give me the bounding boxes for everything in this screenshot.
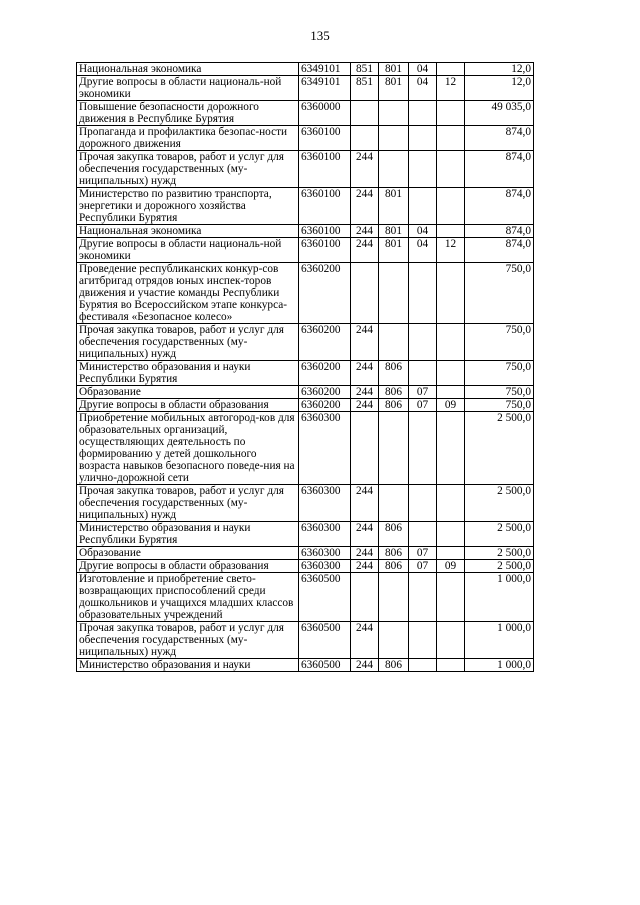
row-name: Другие вопросы в области националь-ной экономики <box>77 76 299 101</box>
row-admin-code: 801 <box>379 63 409 76</box>
row-subsection <box>437 485 465 522</box>
row-subsection: 12 <box>437 76 465 101</box>
row-section <box>409 188 437 225</box>
row-name: Проведение республиканских конкур-сов агитбригад отрядов юных инспек-торов движения и участие команды Республики Бурятия во Всероссийском этапе конкурса-фестиваля «Безопасное колесо» <box>77 263 299 324</box>
table-row <box>77 76 534 101</box>
table-row <box>77 63 534 76</box>
row-amount: 750,0 <box>465 386 534 399</box>
row-name: Министерство образования и науки <box>77 659 299 672</box>
row-amount: 2 500,0 <box>465 412 534 485</box>
row-expense-type: 244 <box>351 659 379 672</box>
row-amount: 874,0 <box>465 188 534 225</box>
row-target-code: 6349101 <box>299 63 351 76</box>
row-admin-code <box>379 126 409 151</box>
row-amount: 2 500,0 <box>465 560 534 573</box>
table-row <box>77 324 534 361</box>
row-subsection <box>437 386 465 399</box>
table-row <box>77 225 534 238</box>
row-section: 04 <box>409 76 437 101</box>
row-name: Повышение безопасности дорожного движения в Республике Бурятия <box>77 101 299 126</box>
row-target-code: 6360200 <box>299 263 351 324</box>
row-amount: 874,0 <box>465 225 534 238</box>
row-section: 04 <box>409 225 437 238</box>
row-expense-type: 244 <box>351 560 379 573</box>
row-expense-type: 244 <box>351 225 379 238</box>
row-name: Образование <box>77 547 299 560</box>
row-target-code: 6349101 <box>299 76 351 101</box>
row-admin-code: 801 <box>379 76 409 101</box>
row-admin-code <box>379 101 409 126</box>
row-amount: 12,0 <box>465 63 534 76</box>
row-admin-code: 806 <box>379 361 409 386</box>
row-expense-type: 244 <box>351 188 379 225</box>
table-row <box>77 126 534 151</box>
row-amount: 12,0 <box>465 76 534 101</box>
row-amount: 2 500,0 <box>465 485 534 522</box>
table-row <box>77 399 534 412</box>
table-row <box>77 361 534 386</box>
row-name: Другие вопросы в области образования <box>77 560 299 573</box>
row-subsection <box>437 188 465 225</box>
row-name: Министерство образования и науки Республики Бурятия <box>77 361 299 386</box>
row-amount: 1 000,0 <box>465 573 534 622</box>
row-target-code: 6360100 <box>299 225 351 238</box>
row-admin-code <box>379 263 409 324</box>
row-admin-code <box>379 412 409 485</box>
row-section: 07 <box>409 547 437 560</box>
row-expense-type: 244 <box>351 238 379 263</box>
row-name: Национальная экономика <box>77 225 299 238</box>
row-section <box>409 522 437 547</box>
row-name: Образование <box>77 386 299 399</box>
row-amount: 2 500,0 <box>465 547 534 560</box>
row-target-code: 6360300 <box>299 485 351 522</box>
row-section <box>409 659 437 672</box>
row-target-code: 6360200 <box>299 361 351 386</box>
row-subsection: 09 <box>437 560 465 573</box>
row-admin-code: 806 <box>379 659 409 672</box>
row-subsection <box>437 522 465 547</box>
row-subsection: 12 <box>437 238 465 263</box>
table-row <box>77 101 534 126</box>
row-admin-code <box>379 573 409 622</box>
row-section <box>409 573 437 622</box>
row-section <box>409 622 437 659</box>
row-subsection <box>437 361 465 386</box>
table-row <box>77 547 534 560</box>
table-row <box>77 659 534 672</box>
row-amount: 1 000,0 <box>465 622 534 659</box>
row-section <box>409 412 437 485</box>
row-subsection <box>437 622 465 659</box>
row-subsection <box>437 126 465 151</box>
row-amount: 2 500,0 <box>465 522 534 547</box>
row-name: Изготовление и приобретение свето-возвращающих приспособлений среди дошкольников и учащихся младших классов образовательных учреждений <box>77 573 299 622</box>
row-expense-type: 244 <box>351 386 379 399</box>
row-amount: 874,0 <box>465 151 534 188</box>
row-expense-type <box>351 412 379 485</box>
row-target-code: 6360300 <box>299 560 351 573</box>
row-section <box>409 263 437 324</box>
row-subsection <box>437 225 465 238</box>
table-row <box>77 151 534 188</box>
row-subsection: 09 <box>437 399 465 412</box>
row-expense-type: 244 <box>351 151 379 188</box>
row-expense-type: 244 <box>351 324 379 361</box>
table-row <box>77 622 534 659</box>
row-target-code: 6360100 <box>299 238 351 263</box>
row-target-code: 6360500 <box>299 622 351 659</box>
row-expense-type: 244 <box>351 485 379 522</box>
row-admin-code: 806 <box>379 522 409 547</box>
row-name: Другие вопросы в области образования <box>77 399 299 412</box>
row-subsection <box>437 101 465 126</box>
table-row <box>77 188 534 225</box>
row-admin-code: 806 <box>379 386 409 399</box>
row-section <box>409 126 437 151</box>
row-section: 07 <box>409 399 437 412</box>
row-admin-code: 801 <box>379 238 409 263</box>
row-expense-type: 244 <box>351 522 379 547</box>
table-row <box>77 263 534 324</box>
row-name: Прочая закупка товаров, работ и услуг для обеспечения государственных (му-ниципальных) нужд <box>77 151 299 188</box>
row-name: Прочая закупка товаров, работ и услуг для обеспечения государственных (му-ниципальных) нужд <box>77 485 299 522</box>
row-expense-type: 244 <box>351 361 379 386</box>
budget-table <box>76 62 534 672</box>
row-expense-type <box>351 573 379 622</box>
row-expense-type: 851 <box>351 76 379 101</box>
row-section: 04 <box>409 238 437 263</box>
row-amount: 750,0 <box>465 399 534 412</box>
row-amount: 874,0 <box>465 238 534 263</box>
row-amount: 750,0 <box>465 263 534 324</box>
row-name: Министерство по развитию транспорта, энергетики и дорожного хозяйства Республики Бурятия <box>77 188 299 225</box>
row-amount: 49 035,0 <box>465 101 534 126</box>
row-name: Приобретение мобильных автогород-ков для образовательных организаций, осуществляющих деятельность по формированию у детей дошкольного возраста навыков безопасного поведе-ния на улично-дорожной сети <box>77 412 299 485</box>
row-amount: 750,0 <box>465 324 534 361</box>
row-amount: 1 000,0 <box>465 659 534 672</box>
row-section: 04 <box>409 63 437 76</box>
row-subsection <box>437 63 465 76</box>
row-target-code: 6360300 <box>299 522 351 547</box>
row-section <box>409 361 437 386</box>
row-expense-type <box>351 101 379 126</box>
row-admin-code <box>379 622 409 659</box>
table-row <box>77 386 534 399</box>
row-admin-code <box>379 151 409 188</box>
row-target-code: 6360200 <box>299 324 351 361</box>
row-section <box>409 151 437 188</box>
row-subsection <box>437 151 465 188</box>
row-admin-code: 801 <box>379 225 409 238</box>
row-admin-code <box>379 324 409 361</box>
row-subsection <box>437 573 465 622</box>
row-target-code: 6360300 <box>299 547 351 560</box>
page-number: 135 <box>310 28 330 43</box>
row-section <box>409 101 437 126</box>
row-name: Прочая закупка товаров, работ и услуг для обеспечения государственных (му-ниципальных) нужд <box>77 324 299 361</box>
row-name: Министерство образования и науки Республики Бурятия <box>77 522 299 547</box>
row-name: Пропаганда и профилактика безопас-ности дорожного движения <box>77 126 299 151</box>
row-target-code: 6360500 <box>299 659 351 672</box>
row-section: 07 <box>409 386 437 399</box>
row-expense-type <box>351 126 379 151</box>
row-admin-code: 806 <box>379 547 409 560</box>
table-row <box>77 573 534 622</box>
row-expense-type <box>351 263 379 324</box>
row-subsection <box>437 263 465 324</box>
table-row <box>77 522 534 547</box>
row-name: Другие вопросы в области националь-ной экономики <box>77 238 299 263</box>
row-target-code: 6360300 <box>299 412 351 485</box>
row-expense-type: 244 <box>351 399 379 412</box>
row-amount: 874,0 <box>465 126 534 151</box>
table-row <box>77 485 534 522</box>
row-subsection <box>437 659 465 672</box>
row-target-code: 6360100 <box>299 188 351 225</box>
row-name: Национальная экономика <box>77 63 299 76</box>
row-target-code: 6360000 <box>299 101 351 126</box>
row-admin-code: 801 <box>379 188 409 225</box>
row-section: 07 <box>409 560 437 573</box>
row-section <box>409 485 437 522</box>
row-admin-code: 806 <box>379 560 409 573</box>
row-amount: 750,0 <box>465 361 534 386</box>
row-subsection <box>437 412 465 485</box>
row-name: Прочая закупка товаров, работ и услуг для обеспечения государственных (му-ниципальных) нужд <box>77 622 299 659</box>
row-admin-code <box>379 485 409 522</box>
row-target-code: 6360100 <box>299 151 351 188</box>
row-section <box>409 324 437 361</box>
table-row <box>77 412 534 485</box>
row-expense-type: 851 <box>351 63 379 76</box>
row-expense-type: 244 <box>351 622 379 659</box>
table-row <box>77 238 534 263</box>
row-expense-type: 244 <box>351 547 379 560</box>
row-subsection <box>437 547 465 560</box>
table-row <box>77 560 534 573</box>
row-target-code: 6360200 <box>299 399 351 412</box>
row-admin-code: 806 <box>379 399 409 412</box>
row-target-code: 6360200 <box>299 386 351 399</box>
row-target-code: 6360100 <box>299 126 351 151</box>
row-subsection <box>437 324 465 361</box>
row-target-code: 6360500 <box>299 573 351 622</box>
